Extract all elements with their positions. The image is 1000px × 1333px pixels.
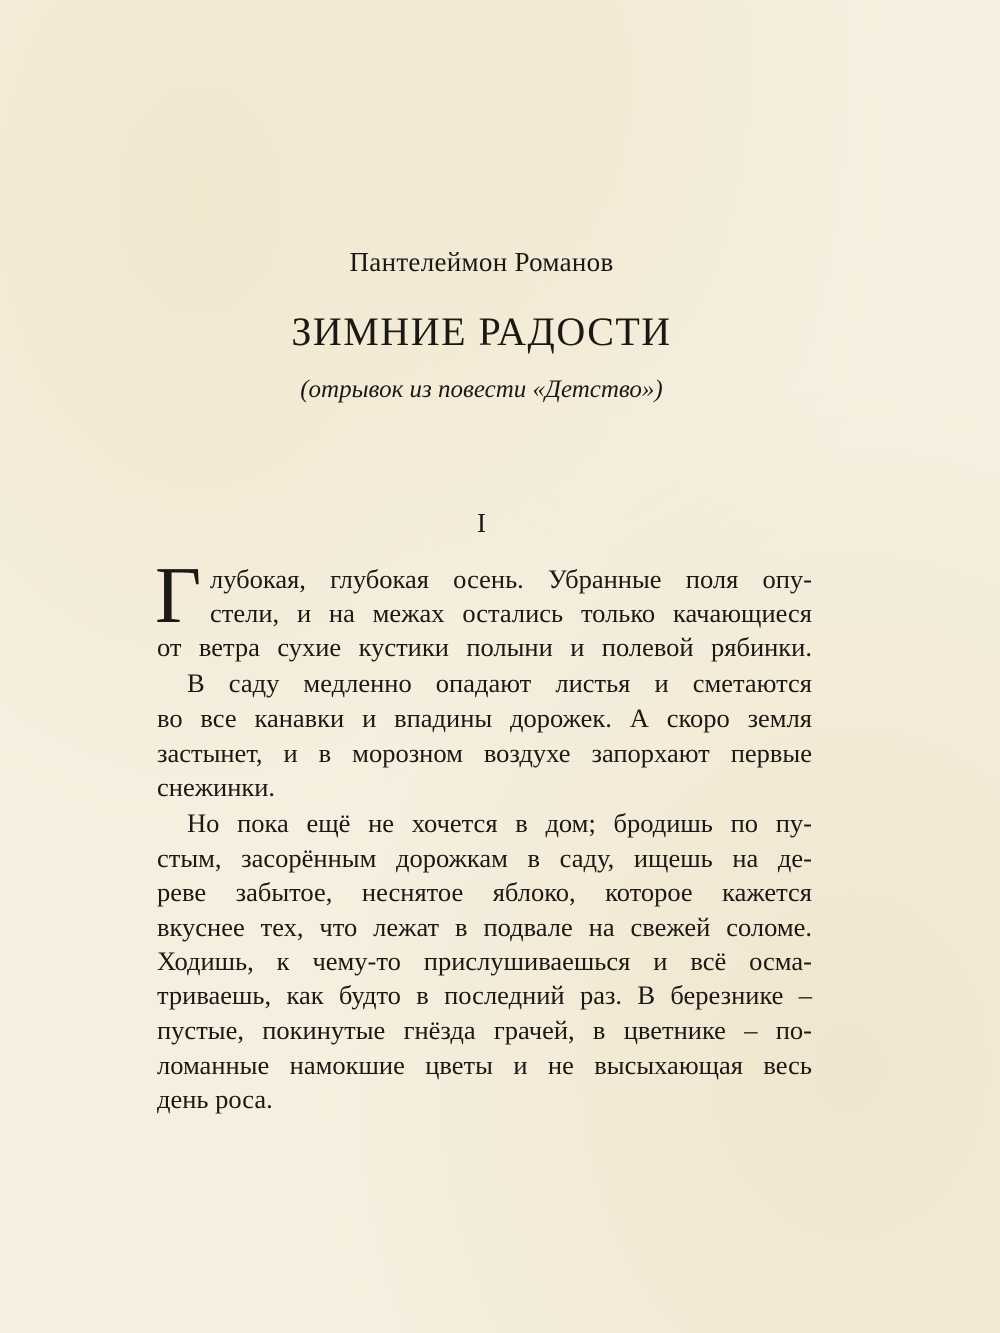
text-line: лубокая, глубокая осень. Убранные поля опу- bbox=[210, 564, 812, 594]
story-subtitle: (отрывок из повести «Детство») bbox=[300, 376, 663, 403]
text-line: стели, и на межах остались только качающиеся bbox=[210, 598, 812, 628]
text-line: пустые, покинутые гнёзда грачей, в цветнике – по- bbox=[157, 1015, 812, 1045]
text-line: вкуснее тех, что лежат в подвале на свежей соломе. bbox=[157, 912, 812, 942]
text-line: снежинки. bbox=[157, 772, 276, 802]
text-line: во все канавки и впадины дорожек. А скоро земля bbox=[157, 703, 812, 733]
text-line: от ветра сухие кустики полыни и полевой рябинки. bbox=[157, 632, 812, 662]
text-line: В саду медленно опадают листья и сметаются bbox=[187, 668, 812, 698]
text-line: триваешь, как будто в последний раз. В березнике – bbox=[157, 980, 812, 1010]
text-line: стым, засорённым дорожкам в саду, ищешь на де- bbox=[157, 843, 812, 873]
text-line: день роса. bbox=[157, 1084, 273, 1114]
author-name: Пантелеймон Романов bbox=[349, 247, 614, 277]
drop-cap: Г bbox=[155, 552, 202, 640]
text-line: застынет, и в морозном воздухе запорхают первые bbox=[157, 738, 812, 768]
chapter-number: I bbox=[477, 508, 486, 538]
text-line: реве забытое, неснятое яблоко, которое кажется bbox=[157, 877, 812, 907]
text-line: ломанные намокшие цветы и не высыхающая весь bbox=[157, 1050, 812, 1080]
story-title: ЗИМНИЕ РАДОСТИ bbox=[291, 309, 672, 354]
text-line: Но пока ещё не хочется в дом; бродишь по пу- bbox=[187, 808, 812, 838]
text-line: Ходишь, к чему-то прислушиваешься и всё осма- bbox=[157, 946, 812, 976]
